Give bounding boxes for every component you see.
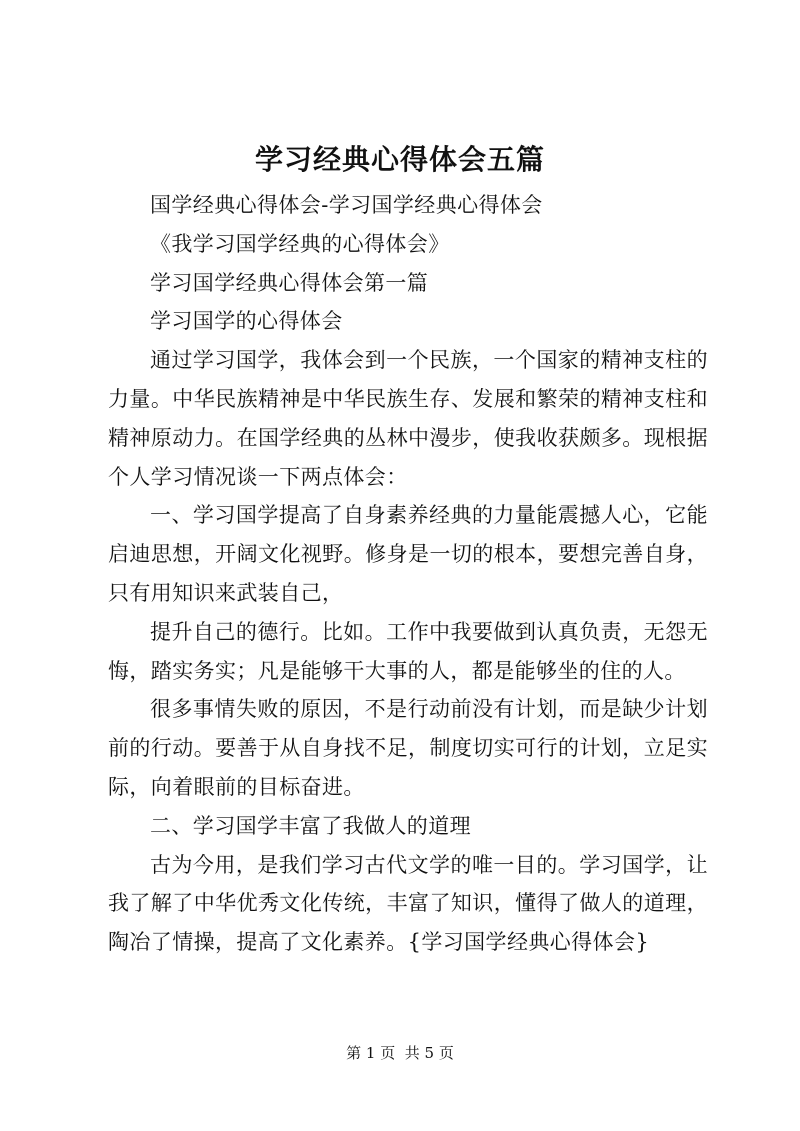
paragraph-essay-title: 学习国学的心得体会 (150, 309, 343, 334)
paragraph-planning: 很多事情失败的原因，不是行动前没有计划，而是缺少计划前的行动。要善于从自身找不足，制度切实可行的计划，立足实际，向着眼前的目标奋进。 (108, 697, 708, 799)
document-body (108, 186, 708, 962)
page-footer (0, 1043, 800, 1063)
page-number-label: 第 1 页 共 5 页 (346, 1044, 454, 1062)
paragraph-conclusion: 古为今用，是我们学习古代文学的唯一目的。学习国学，让我了解了中华优秀文化传统，丰富了知识，懂得了做人的道理，陶冶了情操，提高了文化素养。{学习国学经典心得体会} (108, 852, 708, 955)
paragraph-point-two: 二、学习国学丰富了我做人的道理 (150, 813, 471, 838)
page-title: 学习经典心得体会五篇 (254, 143, 545, 176)
paragraph-virtue: 提升自己的德行。比如。工作中我要做到认真负责，无怨无悔，踏实务实；凡是能够干大事的人，都是能够坐的住的人。 (108, 619, 708, 683)
paragraph-section-heading: 学习国学经典心得体会第一篇 (150, 270, 429, 295)
paragraph-point-one: 一、学习国学提高了自身素养经典的力量能震撼人心，它能启迪思想，开阔文化视野。修身是一切的根本，要想完善自身，只有用知识来武装自己， (108, 503, 708, 605)
paragraph-subtitle: 国学经典心得体会-学习国学经典心得体会 (150, 193, 543, 217)
paragraph-book-title: 《我学习国学经典的心得体会》 (150, 231, 450, 256)
paragraph-intro: 通过学习国学，我体会到一个民族，一个国家的精神支柱的力量。中华民族精神是中华民族生存、发展和繁荣的精神支柱和精神原动力。在国学经典的丛林中漫步，使我收获颇多。现根据个人学习情况谈一下两点体会： (108, 348, 708, 489)
